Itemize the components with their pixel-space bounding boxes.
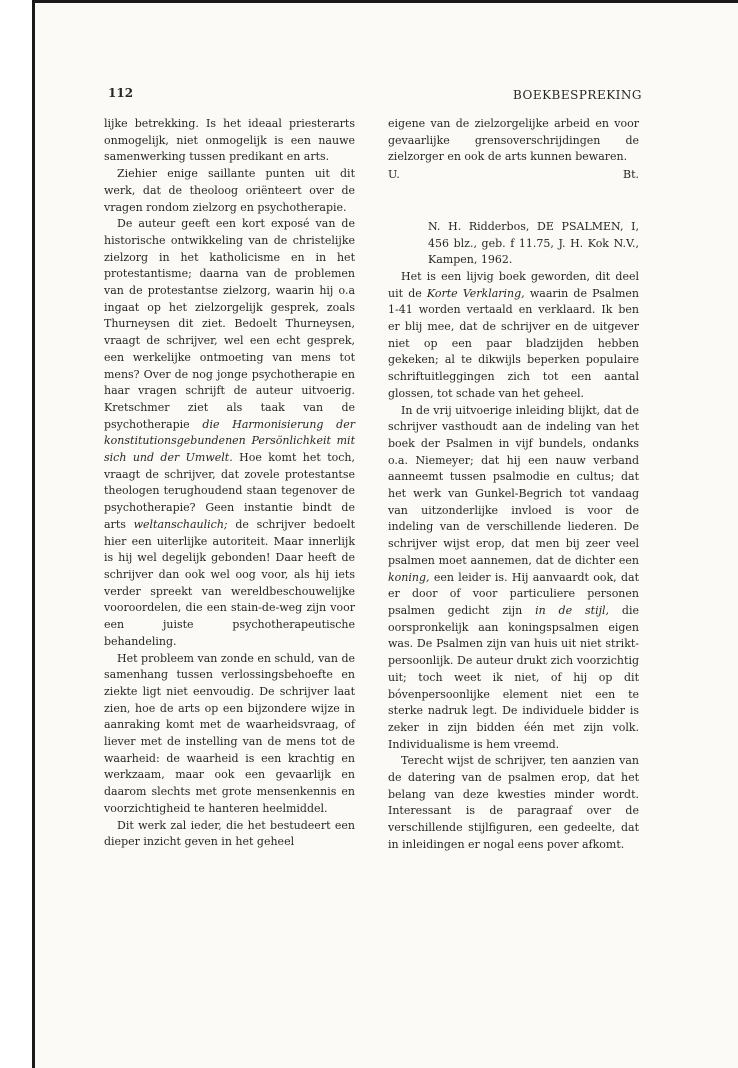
left-column	[104, 116, 355, 851]
signature-initials: Bt.	[622, 168, 639, 182]
paragraph	[388, 269, 639, 403]
text-run: een leider is. Hij aanvaardt ook, dat er door of voor particuliere personen psalmen gedicht zijn	[388, 570, 639, 617]
page-number: 112	[108, 86, 134, 100]
paragraph: Dit werk zal ieder, die het bestudeert een dieper inzicht geven in het geheel	[104, 818, 355, 849]
text-run: de schrijver bedoelt hier een uiterlijke autoriteit. Maar innerlijk is hij wel degelijk gebonden! Daar heeft de schrijver dan ook wel oog voor, als hij iets verder spreekt van wereldbeschouwelijke vooroordelen, die een stain-de-weg zijn voor een juiste psychotherapeutische behandeling.	[104, 517, 355, 648]
text-run: Het is een lijvig boek geworden, dit deel uit de	[388, 269, 639, 300]
running-head: BOEKBESPREKING	[512, 88, 642, 102]
paragraph: eigene van de zielzorgelijke arbeid en voor gevaarlijke grensoverschrijdingen de zielzorger en ook de arts kunnen bewaren.	[388, 117, 639, 164]
paragraph: Ziehier enige saillante punten uit dit werk, dat de theoloog oriënteert over de vragen rondom zielzorg en psychotherapie.	[104, 167, 355, 214]
italic-phrase: koning,	[388, 570, 430, 584]
italic-phrase: Korte Verklaring,	[426, 286, 525, 300]
text-run: die oorspronkelijk aan koningspsalmen eigen was. De Psalmen zijn van huis uit niet strikt-persoonlijk. De auteur drukt zich voorzichtig uit; toch weet ik niet, of hij op dit bóvenpersoonlijke element niet een te sterke nadruk legt. De individuele bidder is zeker in zijn bidden één met zijn volk. Individualisme is hem vreemd.	[388, 603, 639, 751]
text-run: De auteur geeft een kort exposé van de historische ontwikkeling van de christelijke zielzorg in het katholicisme en in het protestantisme; daarna van de problemen van de protestantse zielzorg, waarin hij o.a ingaat op het zielzorgelijk gesprek, zoals Thurneysen dit ziet. Bedoelt Thurneysen, vraagt de schrijver, wel een echt gesprek, een werkelijke ontmoeting van mens tot mens? Over de nog jonge psychotherapie en haar vragen schrijft de auteur uitvoerig. Kretschmer ziet als taak van de psychotherapie	[104, 217, 355, 431]
paragraph	[388, 403, 639, 754]
italic-phrase: weltanschaulich;	[133, 517, 228, 531]
text-run: In de vrij uitvoerige inleiding blijkt, dat de schrijver vasthoudt aan de indeling van het boek der Psalmen in vijf bundels, ondanks o.a. Niemeyer; dat hij een nauw verband aanneemt tussen psalmodie en cultus; dat het werk van Gunkel-Begrich tot vandaag van uitzonderlijke invloed is voor de indeling van de verschillende liederen. De schrijver wijst erop, dat men bij zeer veel psalmen moet aannemen, dat de dichter een	[388, 403, 639, 567]
italic-phrase: in de stijl,	[535, 603, 610, 617]
text-run: waarin de Psalmen 1-41 worden vertaald en verklaard. Ik ben er blij mee, dat de schrijver en de uitgever niet op een paar bladzijden hebben gekeken; al te dikwijls beperken populaire schriftuitleggingen zich tot een aantal glossen, tot schade van het geheel.	[388, 286, 639, 400]
italic-phrase: die Harmonisierung der konstitutionsgebundenen Persönlichkeit mit sich und der Umwelt.	[104, 417, 355, 465]
paragraph: Het probleem van zonde en schuld, van de samenhang tussen verlossingsbehoefte en ziekte ligt niet eenvoudig. De schrijver laat zien, hoe de arts op een bijzondere wijze in aanraking komt met de waarheidsvraag, of liever met de instelling van de mens tot de waarheid: de waarheid is een krachtig en werkzaam, maar ook een gevaarlijk en daarom slechts met grote mensenkennis en voorzichtigheid te hanteren heelmiddel.	[104, 651, 355, 815]
text-run: Hoe komt het toch, vraagt de schrijver, dat zovele protestantse theologen terughoudend staan tegenover de psychotherapie? Geen instantie bindt de arts	[104, 451, 356, 531]
right-column	[388, 116, 639, 854]
review-signature	[388, 167, 639, 184]
paragraph: lijke betrekking. Is het ideaal priesterarts onmogelijk, niet onmogelijk is een nauwe samenwerking tussen predikant en arts.	[104, 117, 355, 164]
book-citation: N. H. Ridderbos, DE PSALMEN, I, 456 blz., geb. f 11.75, J. H. Kok N.V., Kampen, 1962.	[428, 219, 639, 267]
signature-initial: U.	[388, 168, 400, 182]
paragraph	[104, 216, 355, 650]
paragraph: Terecht wijst de schrijver, ten aanzien van de datering van de psalmen erop, dat het belang van deze kwesties minder wordt. Interessant is de paragraaf over de verschillende stijlfiguren, een gedeelte, dat in inleidingen er nogal eens pover afkomt.	[388, 754, 639, 851]
